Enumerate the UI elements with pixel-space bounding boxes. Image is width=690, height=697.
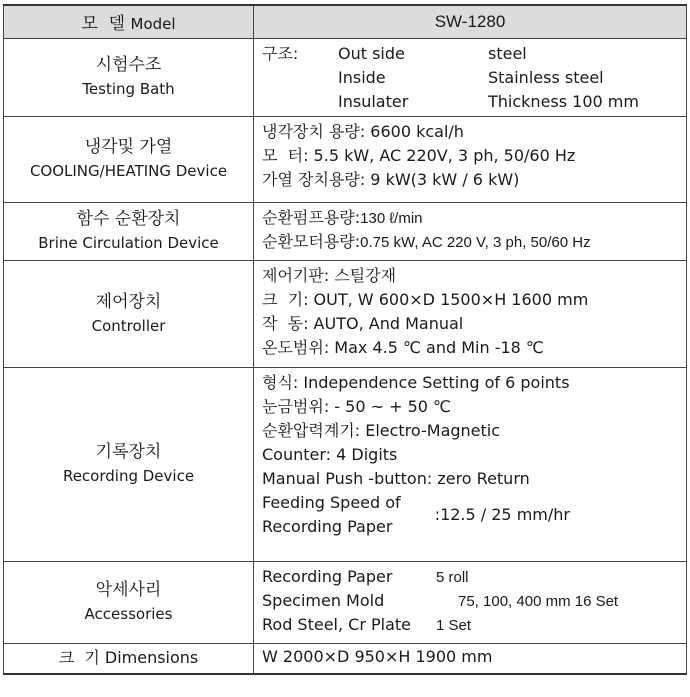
row-cooling-heating — [4, 116, 687, 202]
controller-line-2: 크 기: OUT, W 600×D 1500×H 1600 mm — [262, 289, 589, 309]
value-dimensions: W 2000×D 950×H 1900 mm — [254, 643, 687, 674]
cooling-line-2: 모 터: 5.5 kW, AC 220V, 3 ph, 50/60 Hz — [262, 145, 576, 165]
accessory-line-2 — [262, 589, 686, 613]
brine-motor-label: 순환모터용량: — [262, 231, 361, 251]
header-model-label — [4, 5, 254, 38]
recording-feed-label-1: Feeding Speed of — [262, 492, 401, 512]
header-model-number: SW-1280 — [254, 5, 687, 38]
bath-line-3 — [262, 90, 686, 114]
brine-motor-value: 0.75 kW, AC 220 V, 3 ph, 50/60 Hz — [360, 233, 591, 251]
bath-value-2: Stainless steel — [488, 67, 604, 87]
label-testing-bath — [4, 38, 254, 116]
header-row — [4, 5, 687, 38]
recording-feed-block — [262, 491, 686, 539]
value-recording — [254, 367, 687, 561]
recording-line-5: Manual Push -button: zero Return — [262, 468, 530, 488]
label-brine-en: Brine Circulation Device — [38, 234, 219, 252]
accessory-name-2: Specimen Mold — [262, 590, 385, 610]
recording-line-1: 형식: Independence Setting of 6 points — [262, 372, 570, 392]
label-cooling-heating-en: COOLING/HEATING Device — [29, 162, 228, 180]
recording-line-3: 순환압력계기: Electro-Magnetic — [262, 420, 501, 440]
label-accessories-ko: 악세사리 — [95, 580, 162, 600]
bath-name-2: Inside — [338, 67, 386, 87]
bath-value-1: steel — [488, 43, 527, 63]
label-brine-circulation — [4, 202, 254, 260]
recording-feed-label-2: Recording Paper — [262, 516, 393, 536]
row-dimensions — [4, 643, 687, 674]
brine-pump-label: 순환펌프용량: — [262, 207, 361, 227]
controller-line-4: 온도범위: Max 4.5 ℃ and Min -18 ℃ — [262, 337, 544, 357]
recording-feed-label — [262, 491, 401, 539]
label-testing-bath-ko: 시험수조 — [95, 55, 162, 75]
header-model-en: Model — [130, 15, 176, 34]
label-recording — [4, 367, 254, 561]
header-model-ko: 모 델 — [81, 14, 126, 35]
label-accessories — [4, 561, 254, 643]
label-accessories-en: Accessories — [84, 605, 173, 623]
label-controller — [4, 260, 254, 367]
cooling-line-3: 가열 장치용량: 9 kW(3 kW / 6 kW) — [262, 169, 520, 189]
value-cooling-heating — [254, 116, 687, 202]
recording-line-2: 눈금범위: - 50 ~ + 50 ℃ — [262, 396, 452, 416]
cooling-line-1: 냉각장치 용량: 6600 kcal/h — [262, 121, 464, 141]
row-testing-bath — [4, 38, 687, 116]
value-testing-bath — [254, 38, 687, 116]
row-controller — [4, 260, 687, 367]
label-testing-bath-en: Testing Bath — [82, 80, 175, 98]
bath-name-1: Out side — [338, 43, 405, 63]
brine-motor-line — [262, 230, 686, 254]
label-dimensions: 크 기 Dimensions — [4, 643, 254, 674]
bath-line-2 — [262, 66, 686, 90]
controller-line-3: 작 동: AUTO, And Manual — [262, 313, 464, 333]
accessory-line-1 — [262, 565, 686, 589]
controller-line-1: 제어기판: 스틸강재 — [262, 265, 397, 285]
label-cooling-heating — [4, 116, 254, 202]
bath-prefix: 구조: — [262, 43, 299, 63]
label-recording-ko: 기록장치 — [95, 442, 162, 462]
value-brine-circulation — [254, 202, 687, 260]
row-accessories — [4, 561, 687, 643]
value-accessories — [254, 561, 687, 643]
brine-pump-value: 130 ℓ/min — [360, 209, 423, 227]
label-controller-ko: 제어장치 — [95, 291, 162, 312]
label-cooling-heating-ko: 냉각및 가열 — [84, 137, 173, 157]
accessory-name-3: Rod Steel, Cr Plate — [262, 614, 412, 634]
brine-pump-line — [262, 206, 686, 230]
accessory-value-3: 1 Set — [436, 616, 472, 634]
row-recording — [4, 367, 687, 561]
row-brine-circulation — [4, 202, 687, 260]
label-recording-en: Recording Device — [62, 467, 195, 485]
accessory-line-3 — [262, 613, 686, 637]
bath-line-1 — [262, 42, 686, 66]
accessory-value-2: 75, 100, 400 mm 16 Set — [458, 592, 619, 610]
bath-name-3: Insulater — [338, 91, 409, 111]
recording-feed-value: :12.5 / 25 mm/hr — [434, 504, 570, 524]
recording-line-4: Counter: 4 Digits — [262, 444, 398, 464]
value-controller — [254, 260, 687, 367]
bath-value-3: Thickness 100 mm — [488, 91, 639, 111]
specification-table — [3, 4, 687, 675]
accessory-name-1: Recording Paper — [262, 566, 393, 586]
accessory-value-1: 5 roll — [436, 568, 469, 586]
label-brine-ko: 함수 순환장치 — [76, 209, 181, 229]
label-controller-en: Controller — [91, 316, 166, 335]
